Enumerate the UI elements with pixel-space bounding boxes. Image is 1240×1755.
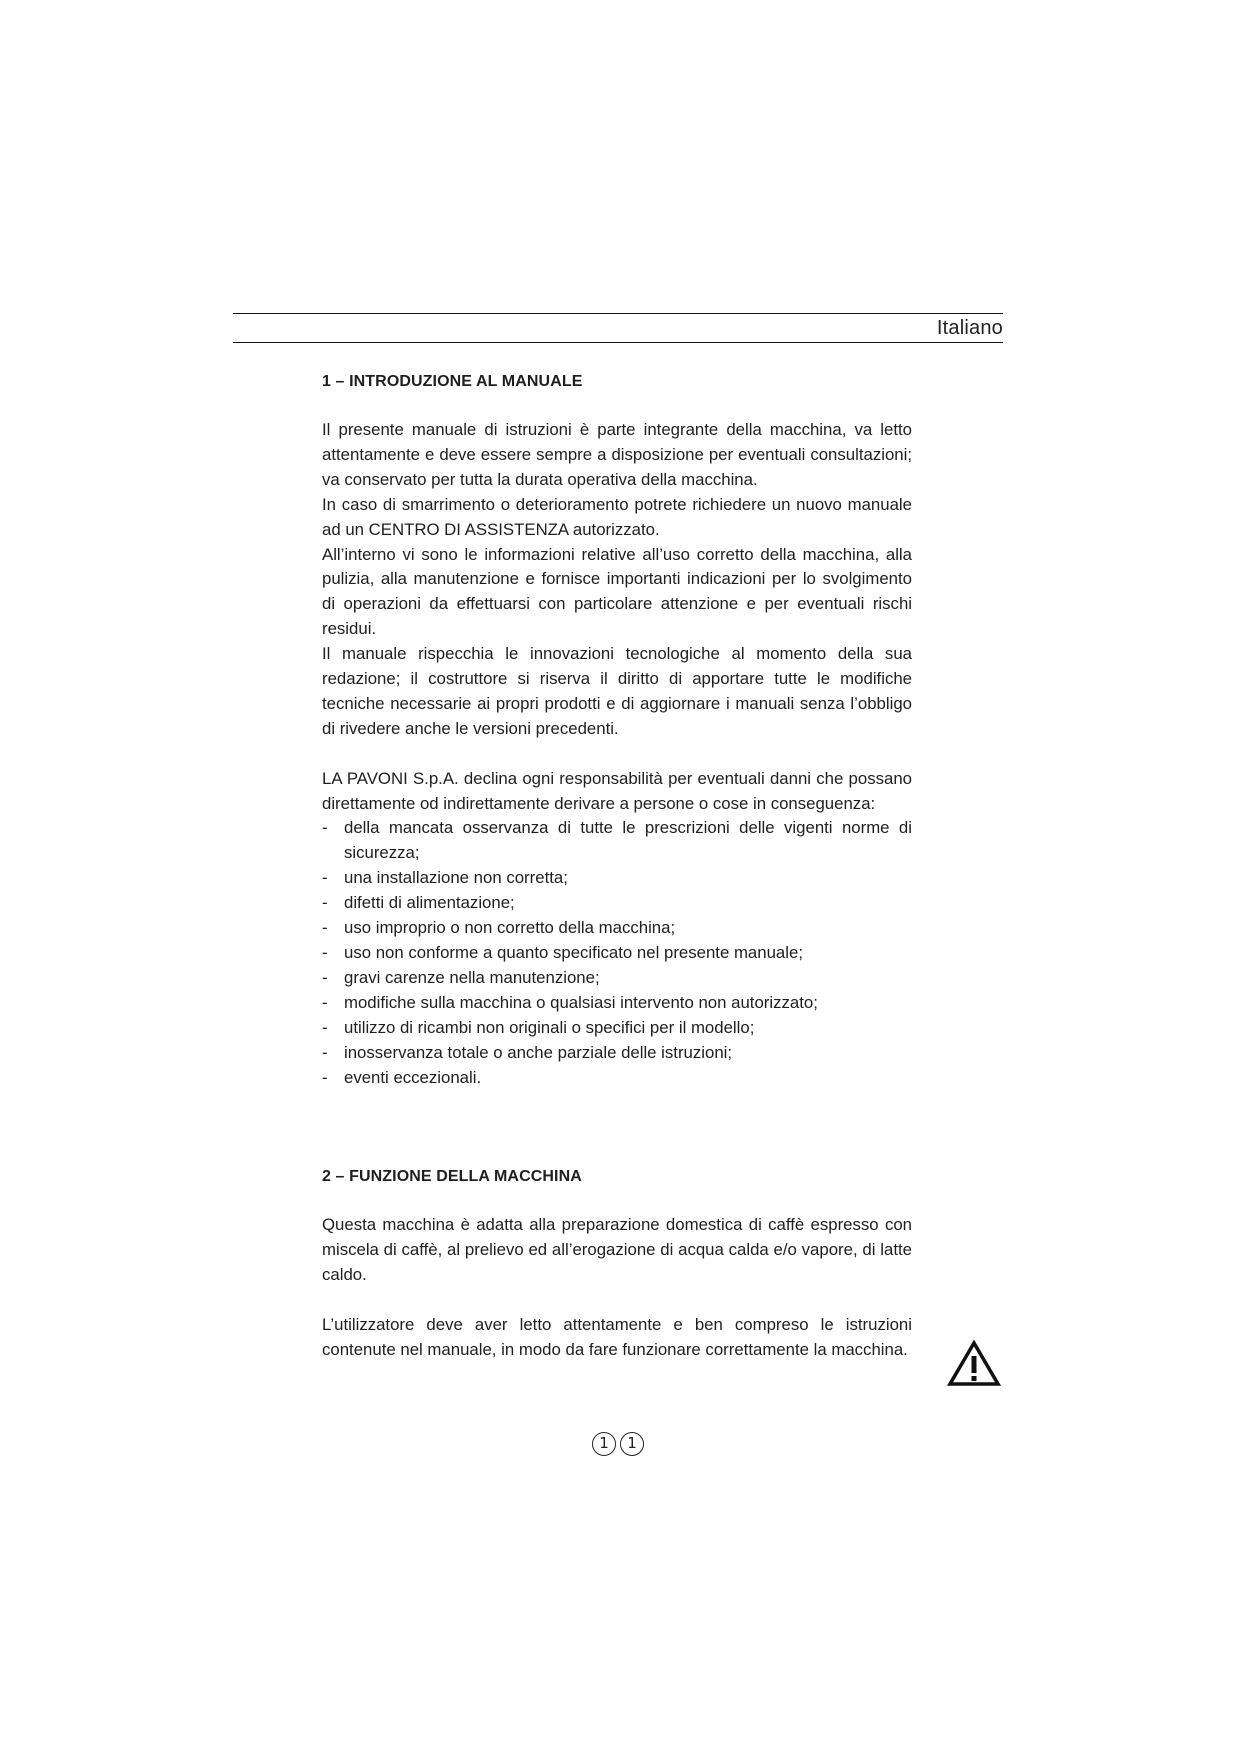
warning-triangle-icon [947, 1340, 1001, 1388]
intro-paragraph-4: Il manuale rispecchia le innovazioni tecnologiche al momento della sua redazione; il costruttore si riserva il diritto di apportare tutte le modifiche tecniche necessarie ai propri prodotti e di aggiornare i manuali senza l’obbligo di rivedere anche le versioni precedenti. [322, 644, 912, 738]
list-item: - gravi carenze nella manutenzione; [322, 966, 912, 991]
list-item: - modifiche sulla macchina o qualsiasi intervento non autorizzato; [322, 991, 912, 1016]
intro-paragraph-3: All’interno vi sono le informazioni relative all’uso corretto della macchina, alla pulizia, alla manutenzione e fornisce importanti indicazioni per lo svolgimento di operazioni da effettuarsi con particolare attenzione e per eventuali rischi residui. [322, 544, 912, 639]
main-content [322, 370, 912, 1363]
list-dash: - [322, 943, 328, 963]
list-dash: - [322, 893, 328, 913]
list-item: - difetti di alimentazione; [322, 891, 912, 916]
section-introduzione [322, 370, 912, 1090]
intro-paragraph-2: In caso di smarrimento o deterioramento potrete richiedere un nuovo manuale ad un CENTRO DI ASSISTENZA autorizzato. [322, 494, 912, 539]
list-dash: - [322, 1017, 328, 1037]
list-item: - utilizzo di ricambi non originali o specifici per il modello; [322, 1016, 912, 1041]
list-dash: - [322, 818, 328, 838]
list-dash: - [322, 967, 328, 987]
function-paragraph: Questa macchina è adatta alla preparazione domestica di caffè espresso con miscela di caffè, al prelievo ed all’erogazione di acqua calda e/o vapore, di latte caldo. [322, 1215, 912, 1285]
section-2-heading: 2 – FUNZIONE DELLA MACCHINA [322, 1168, 582, 1186]
page-number-digit: 1 [592, 1432, 616, 1456]
paragraph-spacer [322, 742, 912, 767]
list-item: - una installazione non corretta; [322, 866, 912, 891]
list-item: - eventi eccezionali. [322, 1066, 912, 1091]
section-funzione [322, 1165, 912, 1362]
disclaimer-paragraph: LA PAVONI S.p.A. declina ogni responsabilità per eventuali danni che possano direttamente od indirettamente derivare a persone o cose in conseguenza: [322, 768, 912, 813]
paragraph-spacer [322, 1288, 912, 1313]
liability-list [322, 816, 912, 1090]
header-bottom-rule [233, 342, 1003, 343]
list-dash: - [322, 918, 328, 938]
list-item: - inosservanza totale o anche parziale delle istruzioni; [322, 1041, 912, 1066]
language-label: Italiano [936, 317, 1003, 339]
list-dash: - [322, 1042, 328, 1062]
header-top-rule [233, 313, 1003, 314]
list-dash: - [322, 992, 328, 1012]
list-item: - uso non conforme a quanto specificato nel presente manuale; [322, 941, 912, 966]
page-number-digit: 1 [620, 1432, 644, 1456]
list-item: - uso improprio o non corretto della macchina; [322, 916, 912, 941]
section-1-heading: 1 – INTRODUZIONE AL MANUALE [322, 373, 583, 390]
page-number [588, 1429, 648, 1459]
list-dash: - [322, 868, 328, 888]
intro-paragraph-1: Il presente manuale di istruzioni è parte integrante della macchina, va letto attentamente e deve essere sempre a disposizione per eventuali consultazioni; va conservato per tutta la durata operativa della macchina. [322, 420, 912, 489]
user-notice-paragraph: L’utilizzatore deve aver letto attentamente e ben compreso le istruzioni contenute nel manuale, in modo da fare funzionare correttamente la macchina. [322, 1315, 912, 1359]
list-item: - della mancata osservanza di tutte le prescrizioni delle vigenti norme di sicurezza; [322, 818, 912, 863]
list-dash: - [322, 1067, 328, 1087]
